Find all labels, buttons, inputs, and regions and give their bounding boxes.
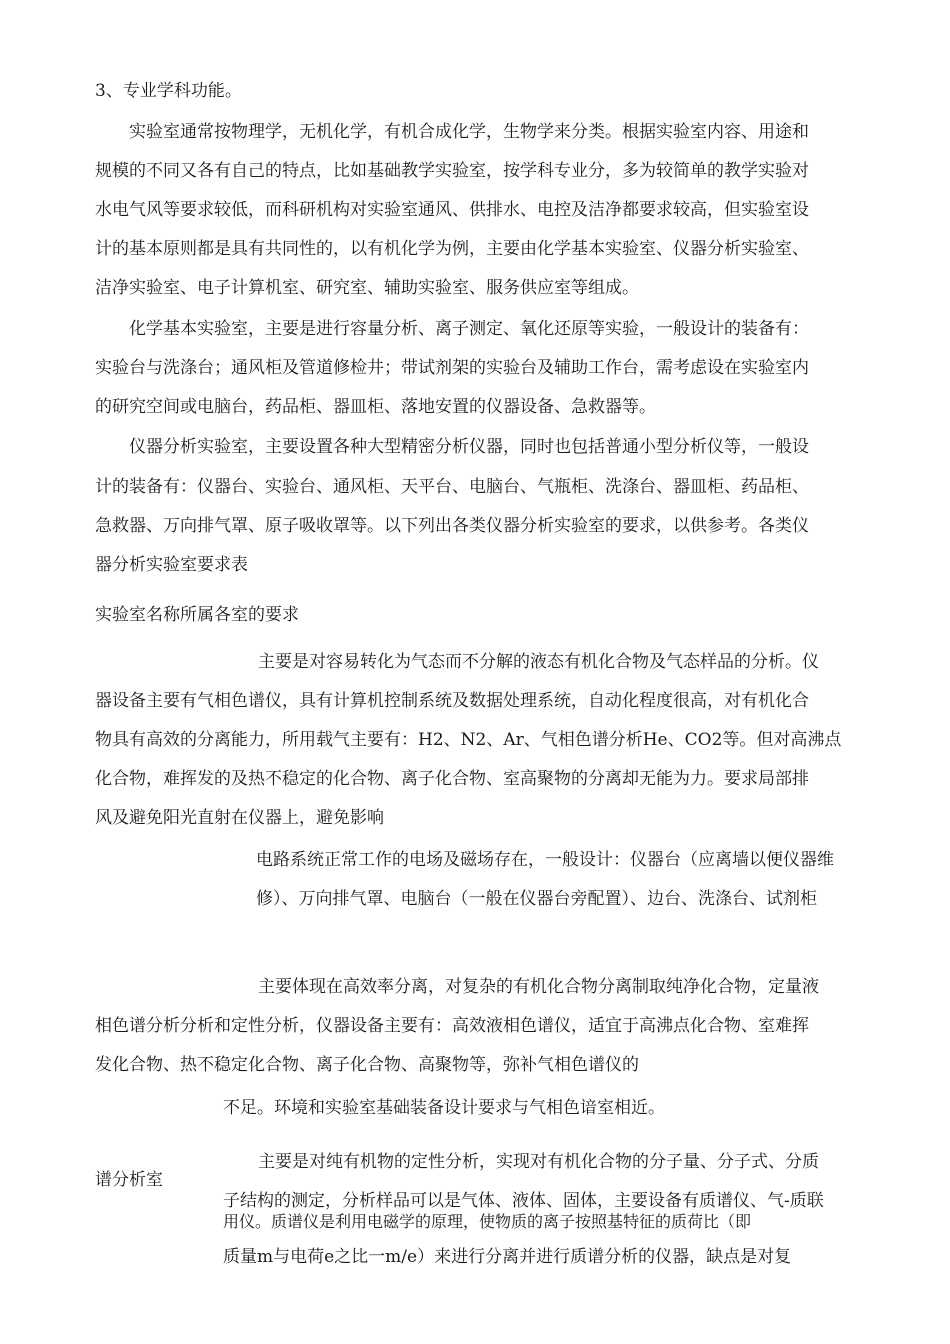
ms-room-description: 主要是对纯有机物的定性分析，实现对有机化合物的分子量、分子式、分质 <box>258 1152 819 1172</box>
gc-room-description: 风及避免阳光直射在仪器上，避免影响 <box>95 808 384 828</box>
paragraph-line: 实验室通常按物理学，无机化学，有机合成化学，生物学来分类。根据实验室内容、用途和 <box>129 122 809 142</box>
gc-room-requirements: 修）、万向排气罩、电脑台（一般在仪器台旁配置）、边台、洗涤台、试剂柜 <box>256 889 817 909</box>
paragraph-line: 器分析实验室要求表 <box>95 555 248 575</box>
paragraph-line: 实验台与洗涤台；通风柜及管道修检井；带试剂架的实验台及辅助工作台，需考虑设在实验室内 <box>95 358 809 378</box>
ms-room-label: 谱分析室 <box>95 1170 163 1190</box>
paragraph-line: 计的基本原则都是具有共同性的，以有机化学为例，主要由化学基本实验室、仪器分析实验室、 <box>95 239 809 259</box>
ms-room-description: 用仪。质谱仪是利用电磁学的原理，使物质的离子按照基特征的质荷比（即 <box>223 1212 752 1231</box>
gc-room-description: 化合物，难挥发的及热不稳定的化合物、离子化合物、室高聚物的分离却无能为力。要求局部排 <box>95 769 809 789</box>
paragraph-line: 仪器分析实验室，主要设置各种大型精密分析仪器，同时也包括普通小型分析仪等，一般设 <box>129 437 809 457</box>
paragraph-line: 计的装备有：仪器台、实验台、通风柜、天平台、电脑台、气瓶柜、洗涤台、器皿柜、药品柜、 <box>95 477 809 497</box>
paragraph-line: 急救器、万向排气罩、原子吸收罩等。以下列出各类仪器分析实验室的要求，以供参考。各类仪 <box>95 516 809 536</box>
ms-room-description: 子结构的测定，分析样品可以是气体、液体、固体，主要设备有质谱仪、气-质联 <box>223 1191 824 1211</box>
gc-room-requirements: 电路系统正常工作的电场及磁场存在，一般设计：仪器台（应离墙以便仪器维 <box>256 850 834 870</box>
gc-room-description: 主要是对容易转化为气态而不分解的液态有机化合物及气态样品的分析。仪 <box>258 652 819 672</box>
paragraph-line: 规模的不同又各有自己的特点，比如基础教学实验室，按学科专业分，多为较简单的教学实验对 <box>95 161 809 181</box>
lc-room-description: 相色谱分析分析和定性分析，仪器设备主要有：高效液相色谱仪，适宜于高沸点化合物、室难挥 <box>95 1016 809 1036</box>
lc-room-description: 主要体现在高效率分离，对复杂的有机化合物分离制取纯净化合物，定量液 <box>258 977 819 997</box>
paragraph-line: 化学基本实验室，主要是进行容量分析、离子测定、氧化还原等实验，一般设计的装备有： <box>129 319 809 339</box>
table-header: 实验室名称所属各室的要求 <box>95 605 299 625</box>
paragraph-line: 水电气风等要求较低，而科研机构对实验室通风、供排水、电控及洁净都要求较高，但实验室设 <box>95 200 809 220</box>
lc-room-description: 发化合物、热不稳定化合物、离子化合物、高聚物等，弥补气相色谱仪的 <box>95 1055 639 1075</box>
ms-room-description: 质量m与电荷e之比一m/e）来进行分离并进行质谱分析的仪器，缺点是对复 <box>223 1247 792 1267</box>
gc-room-description: 器设备主要有气相色谱仪，具有计算机控制系统及数据处理系统，自动化程度很高，对有机化合 <box>95 691 809 711</box>
gc-room-description: 物具有高效的分离能力，所用载气主要有：H2、N2、Ar、气相色谱分析He、CO2等。但对高沸点 <box>95 730 842 750</box>
section-heading: 3、专业学科功能。 <box>95 81 242 101</box>
paragraph-line: 洁净实验室、电子计算机室、研究室、辅助实验室、服务供应室等组成。 <box>95 278 639 298</box>
lc-room-requirements: 不足。环境和实验室基础装备设计要求与气相色谙室相近。 <box>223 1098 665 1118</box>
paragraph-line: 的研究空间或电脑台，药品柜、器皿柜、落地安置的仪器设备、急救器等。 <box>95 397 656 417</box>
